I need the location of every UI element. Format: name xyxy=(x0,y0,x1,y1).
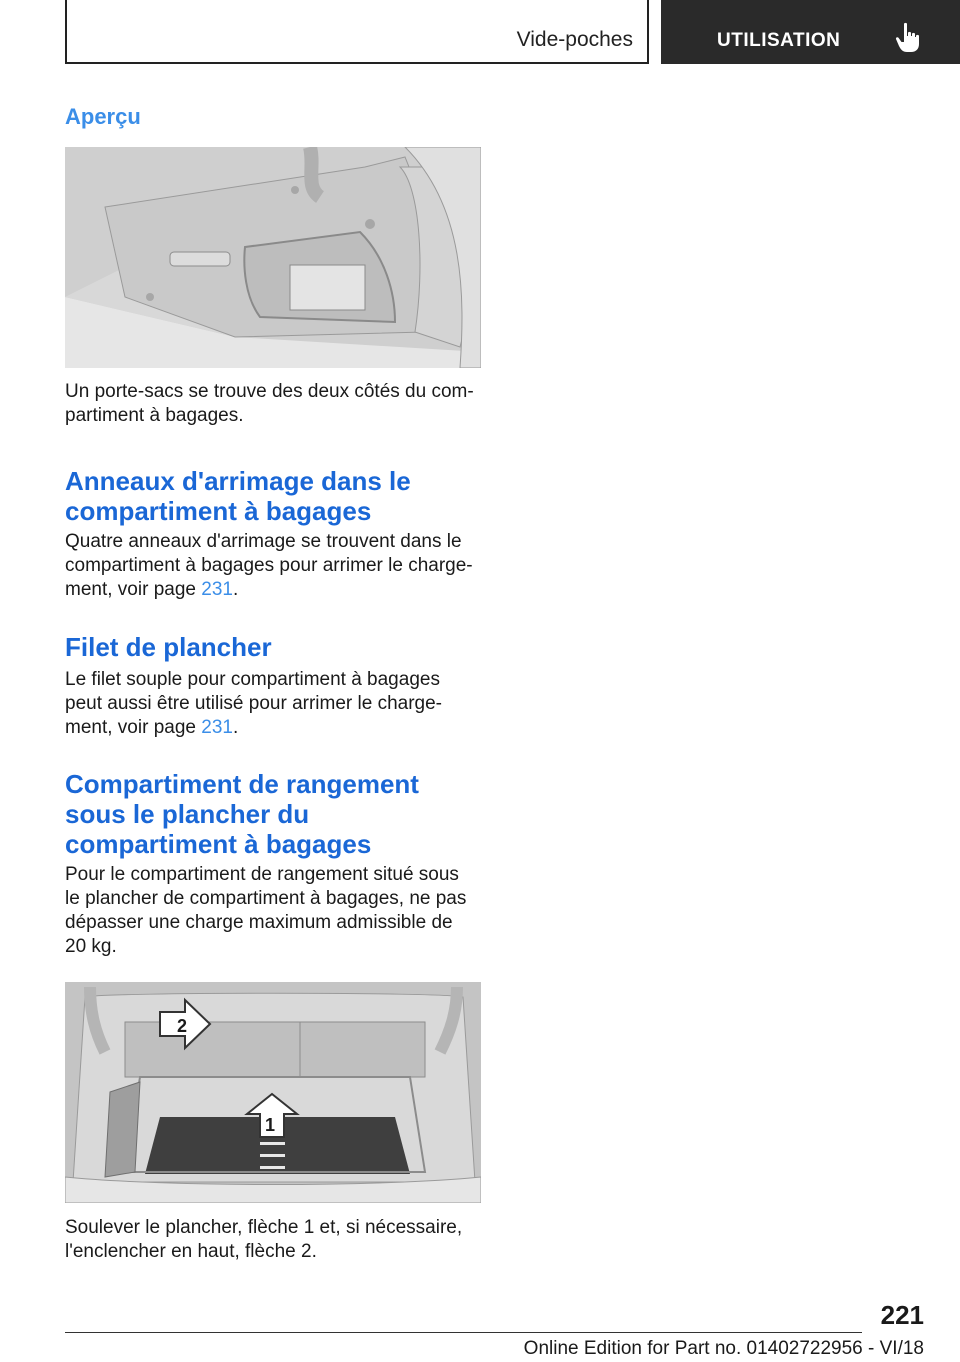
floor-net-body-line2: peut aussi être utilisé pour arrimer le charge- xyxy=(65,693,443,714)
underfloor-storage-paragraph xyxy=(65,863,481,959)
floor-net-body-line3: ment, voir page xyxy=(65,717,202,738)
trunk-side-bag-holder-image xyxy=(65,147,481,368)
floor-net-paragraph xyxy=(65,668,481,740)
page-number: 221 xyxy=(880,1300,924,1330)
underfloor-storage-heading-line1: Compartiment de rangement xyxy=(65,769,419,799)
tie-down-rings-body-period: . xyxy=(232,579,239,600)
header-chapter-title: UTILISATION xyxy=(717,30,841,51)
tie-down-rings-paragraph xyxy=(65,530,481,602)
underfloor-storage-heading-line3: compartiment à bagages xyxy=(65,829,372,859)
trunk-floor-lift-illustration xyxy=(65,982,481,1203)
trunk-side-bag-holder-illustration xyxy=(65,147,481,368)
footer-divider xyxy=(65,1332,862,1333)
floor-net-heading: Filet de plancher xyxy=(65,632,272,662)
page-231-link-2[interactable]: 231 xyxy=(201,717,233,738)
header-section-title: Vide-poches xyxy=(516,28,633,51)
underfloor-storage-body-line3: dépasser une charge maximum admissible de xyxy=(65,912,453,933)
header-section-frame xyxy=(65,0,649,64)
underfloor-storage-body-line4: 20 kg. xyxy=(65,936,117,957)
tie-down-rings-heading-line1: Anneaux d'arrimage dans le xyxy=(65,466,411,496)
trunk-floor-lift-image xyxy=(65,982,481,1203)
underfloor-storage-heading-line2: sous le plancher du xyxy=(65,799,310,829)
overview-subheading: Aperçu xyxy=(65,104,141,129)
arrow-1-label: 1 xyxy=(265,1115,276,1135)
tie-down-rings-heading xyxy=(65,466,481,526)
page-231-link[interactable]: 231 xyxy=(201,579,233,600)
floor-lift-caption xyxy=(65,1216,481,1264)
header-chapter-tab xyxy=(661,0,960,64)
tie-down-rings-body-line1: Quatre anneaux d'arrimage se trouvent dans le xyxy=(65,531,462,552)
floor-lift-caption-line1: Soulever le plancher, flèche 1 et, si nécessaire, xyxy=(65,1217,463,1238)
underfloor-storage-body-line2: le plancher de compartiment à bagages, ne pas xyxy=(65,888,467,909)
underfloor-storage-body-line1: Pour le compartiment de rangement situé sous xyxy=(65,864,459,885)
tie-down-rings-body-line2: compartiment à bagages pour arrimer le charge- xyxy=(65,555,473,576)
underfloor-storage-heading xyxy=(65,769,481,859)
overview-paragraph: Un porte-sacs se trouve des deux côtés du com-partiment à bagages. xyxy=(65,381,474,426)
floor-lift-caption-line2: l'enclencher en haut, flèche 2. xyxy=(65,1241,317,1262)
hand-pointer-icon xyxy=(893,22,923,54)
floor-net-body-line1: Le filet souple pour compartiment à bagages xyxy=(65,669,440,690)
tie-down-rings-body-line3: ment, voir page xyxy=(65,579,202,600)
floor-net-body-period: . xyxy=(232,717,239,738)
arrow-2-label: 2 xyxy=(177,1016,188,1036)
footer-edition: Online Edition for Part no. 01402722956 - VI/18 xyxy=(523,1338,924,1359)
tie-down-rings-heading-line2: compartiment à bagages xyxy=(65,496,372,526)
